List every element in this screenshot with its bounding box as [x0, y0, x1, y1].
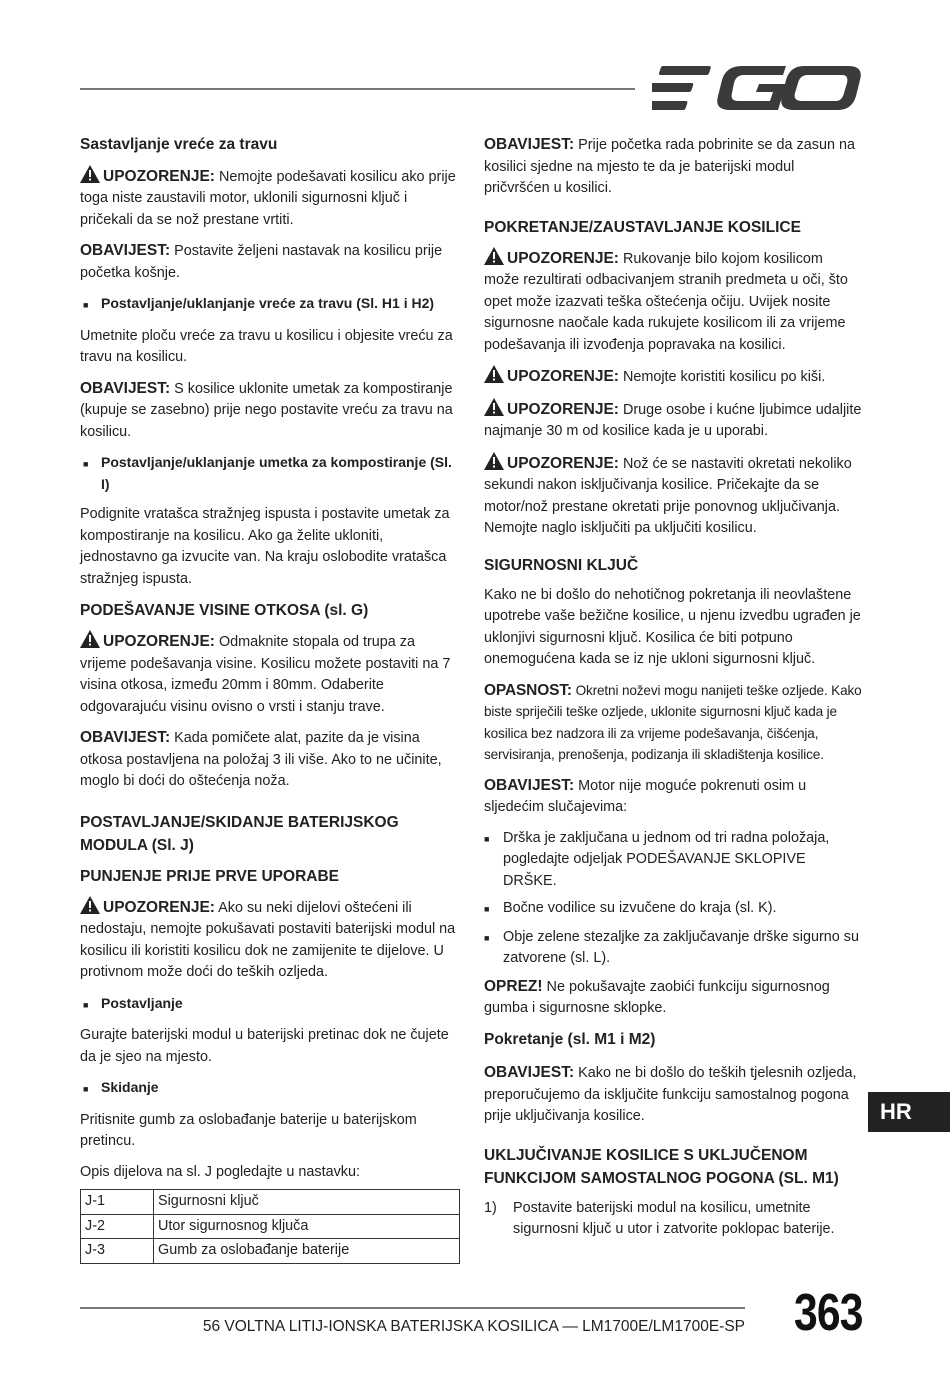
notice-label: OBAVIJEST: [80, 379, 171, 397]
danger-label: OPASNOST: [484, 681, 572, 699]
warning-triangle-icon [80, 630, 100, 648]
right-column [484, 134, 862, 1241]
warning-label: UPOZORENJE: [507, 368, 619, 385]
list-item-text: Drška je zaključana u jednom od tri radna položaja, pogledajte odjeljak PODEŠAVANJE SKLOPIVE DRŠKE. [503, 829, 830, 889]
list-item-text: Obje zelene stezaljke za zaključavanje drške sigurno su zatvorene (sl. L). [503, 928, 859, 966]
danger-text: Okretni noževi mogu nanijeti teške ozljede. Kako biste spriječili teške ozljede, uklonite sigurnosni ključ kada je kosilica bez nadzora ili za vrijeme podešavanja, čišćenja, servisiranja, prenošenja, podizanja ili skladištenja kosilice. [484, 682, 862, 762]
square-subheading [80, 452, 460, 495]
warning-text: Nož će se nastaviti okretati nekoliko sekundi nakon isključivanja kosilice. Pričekajte da se motor/nož prestane okretati prije ponovnog uključivanja. Nemojte naglo isključiti pa uključiti kosilicu. [484, 455, 852, 536]
section-heading: PODEŠAVANJE VISINE OTKOSA (sl. G) [80, 602, 369, 619]
body-paragraph: Pritisnite gumb za oslobađanje baterije u baterijskom pretincu. [80, 1111, 417, 1149]
notice-paragraph [484, 775, 862, 819]
subheading-text: Postavljanje [101, 994, 183, 1011]
notice-paragraph [484, 1062, 862, 1128]
square-subheading [80, 293, 460, 317]
section-heading: SIGURNOSNI KLJUČ [484, 556, 639, 574]
section-heading: Sastavljanje vreće za travu [80, 136, 278, 153]
step-text: Postavite baterijski modul na kosilicu, umetnite sigurnosni ključ u utor i zatvorite poklopac baterije. [513, 1199, 835, 1237]
notice-label: OBAVIJEST: [484, 136, 575, 153]
warning-label: UPOZORENJE: [103, 898, 215, 916]
warning-paragraph [80, 165, 460, 232]
notice-label: OBAVIJEST: [80, 242, 171, 259]
warning-text: Rukovanje bilo kojom kosilicom može rezultirati odbacivanjem stranih predmeta u oči, što opet može izazvati teška oštećenja očiju. Uvijek nosite sigurnosne naočale kada rukujete kosilicom ili za vrijeme podešavanja ili izvođenja popravaka na kosilici. [484, 250, 848, 353]
warning-triangle-icon [484, 452, 504, 470]
notice-text: Kako ne bi došlo do teških tjelesnih ozljeda, preporučujemo da isključite funkciju samostalnog pogona prije uključivanja kosilice. [484, 1065, 857, 1124]
notice-label: OBAVIJEST: [80, 729, 171, 746]
table-row [81, 1214, 460, 1239]
warning-text: Nemojte koristiti kosilicu po kiši. [618, 369, 826, 385]
notice-text: Kada pomičete alat, pazite da je visina otkosa postavljena na položaj 3 ili više. Ako to ne učinite, moglo bi doći do oštećenja noža. [80, 730, 442, 789]
table-cell-key: J-2 [81, 1214, 154, 1239]
parts-table [80, 1189, 460, 1264]
list-item [484, 828, 862, 893]
table-cell-value: Sigurnosni ključ [154, 1190, 460, 1215]
page-number: 363 [794, 1284, 863, 1342]
warning-text: Ako su neki dijelovi oštećeni ili nedostaju, nemojte pokušavati postaviti baterijski modul na kosilicu ili koristiti kosilicu dok ne zamijenite te dijelove. U protivnom može doći do teških ozljeda. [80, 899, 456, 980]
notice-text: Postavite željeni nastavak na kosilicu prije početka košnje. [80, 243, 443, 281]
table-row [81, 1239, 460, 1264]
warning-paragraph [80, 896, 460, 984]
subheading-text: Skidanje [101, 1079, 159, 1095]
caution-label: OPREZ! [484, 977, 543, 995]
caution-paragraph [484, 976, 862, 1020]
table-cell-key: J-1 [81, 1190, 154, 1215]
warning-label: UPOZORENJE: [103, 633, 215, 650]
warning-triangle-icon [484, 398, 504, 416]
header-rule [80, 88, 635, 90]
warning-text: Nemojte podešavati kosilicu ako prije toga niste zaustavili motor, uklonili sigurnosni ključ i pričekali da se nož prestane vrtiti. [80, 168, 456, 228]
body-paragraph: Umetnite ploču vreće za travu u kosilicu i objesite vreću za travu na kosilicu. [80, 327, 453, 365]
section-heading: PUNJENJE PRIJE PRVE UPORABE [80, 867, 339, 885]
warning-triangle-icon [484, 365, 504, 383]
danger-paragraph [484, 680, 862, 766]
notice-label: OBAVIJEST: [484, 1064, 575, 1081]
list-item [484, 927, 862, 970]
section-heading: POKRETANJE/ZAUSTAVLJANJE KOSILICE [484, 218, 801, 236]
warning-triangle-icon [484, 247, 504, 265]
warning-label: UPOZORENJE: [507, 454, 619, 472]
notice-paragraph [484, 134, 862, 200]
warning-paragraph [80, 630, 460, 718]
square-bullet-icon: ■ [83, 1084, 89, 1094]
warning-text: Druge osobe i kućne ljubimce udaljite najmanje 30 m od kosilice kada je u uporabi. [484, 401, 862, 439]
step-number: 1) [484, 1199, 497, 1216]
warning-paragraph [484, 452, 862, 540]
notice-text: S kosilice uklonite umetak za kompostiranje (kupuje se zasebno) prije nego postavite vreću za travu na kosilicu. [80, 380, 453, 440]
subheading-text: Postavljanje/uklanjanje umetka za kompostiranje (Sl. I) [101, 454, 452, 492]
square-bullet-icon: ■ [83, 999, 89, 1010]
numbered-step [484, 1198, 862, 1241]
table-row [81, 1190, 460, 1215]
list-item-text: Bočne vodilice su izvučene do kraja (sl. K). [503, 900, 777, 916]
footer-rule [80, 1307, 745, 1309]
notice-paragraph [80, 378, 460, 444]
notice-paragraph [80, 240, 460, 284]
footer-title: 56 VOLTNA LITIJ-IONSKA BATERIJSKA KOSILICA — LM1700E/LM1700E-SP [202, 1318, 745, 1335]
square-bullet-icon: ■ [484, 904, 490, 914]
table-cell-value: Gumb za oslobađanje baterije [154, 1239, 460, 1264]
left-column [80, 134, 460, 1264]
square-bullet-icon: ■ [484, 833, 490, 844]
warning-paragraph [484, 365, 862, 389]
body-paragraph: Gurajte baterijski modul u baterijski pretinac dok ne čujete da je sjeo na mjesto. [80, 1027, 449, 1065]
warning-triangle-icon [80, 896, 100, 914]
section-heading: Pokretanje (sl. M1 i M2) [484, 1030, 656, 1048]
square-bullet-icon: ■ [83, 459, 89, 469]
table-cell-key: J-3 [81, 1239, 154, 1264]
caution-text: Ne pokušavajte zaobići funkciju sigurnosnog gumba i sigurnosne sklopke. [484, 978, 830, 1016]
subheading-text: Postavljanje/uklanjanje vreće za travu (Sl. H1 i H2) [101, 295, 435, 311]
warning-label: UPOZORENJE: [507, 249, 619, 267]
language-tab: HR [868, 1092, 950, 1132]
body-paragraph: Podignite vratašca stražnjeg ispusta i postavite umetak za kompostiranje na kosilicu. Ako ga želite ukloniti, jednostavno ga izvucite van. Na kraju oslobodite vratašca stražnjeg ispusta. [80, 506, 450, 587]
square-subheading [80, 1077, 460, 1101]
body-paragraph: Opis dijelova na sl. J pogledajte u nastavku: [80, 1163, 360, 1180]
warning-text: Odmaknite stopala od trupa za vrijeme podešavanja visine. Kosilicu možete postaviti na 7 visina otkosa, između 20mm i 80mm. Odaberite odgovarajuću visinu ovisno o vrsti i stanju trave. [80, 634, 451, 715]
notice-paragraph [80, 727, 460, 793]
warning-paragraph [484, 398, 862, 443]
square-bullet-icon: ■ [484, 932, 490, 943]
warning-paragraph [484, 247, 862, 357]
warning-label: UPOZORENJE: [103, 167, 215, 185]
ego-logo [652, 64, 862, 112]
notice-text: Prije početka rada pobrinite se da zasun na kosilici sjedne na mjesto te da je baterijski modul pričvršćen u kosilici. [484, 137, 855, 196]
notice-text: Motor nije moguće pokrenuti osim u sljedećim slučajevima: [484, 777, 807, 815]
section-heading: UKLJUČIVANJE KOSILICE S UKLJUČENOM FUNKCIJOM SAMOSTALNOG POGONA (SL. M1) [484, 1146, 839, 1187]
notice-label: OBAVIJEST: [484, 776, 575, 794]
square-bullet-icon: ■ [83, 300, 89, 310]
warning-triangle-icon [80, 165, 100, 183]
list-item [484, 898, 862, 921]
body-paragraph: Kako ne bi došlo do nehotičnog pokretanja ili neovlaštene upotrebe vaše bežične kosilice, u njenu izvedbu ugrađen je uklonjivi sigurnosni ključ. Kosilica će biti potpuno onemogućena kada se iz nje ukloni sigurnosni ključ. [484, 586, 861, 667]
warning-label: UPOZORENJE: [507, 400, 619, 418]
table-cell-value: Utor sigurnosnog ključa [154, 1214, 460, 1239]
section-heading: POSTAVLJANJE/SKIDANJE BATERIJSKOG MODULA (Sl. J) [80, 813, 399, 854]
square-subheading [80, 993, 460, 1017]
